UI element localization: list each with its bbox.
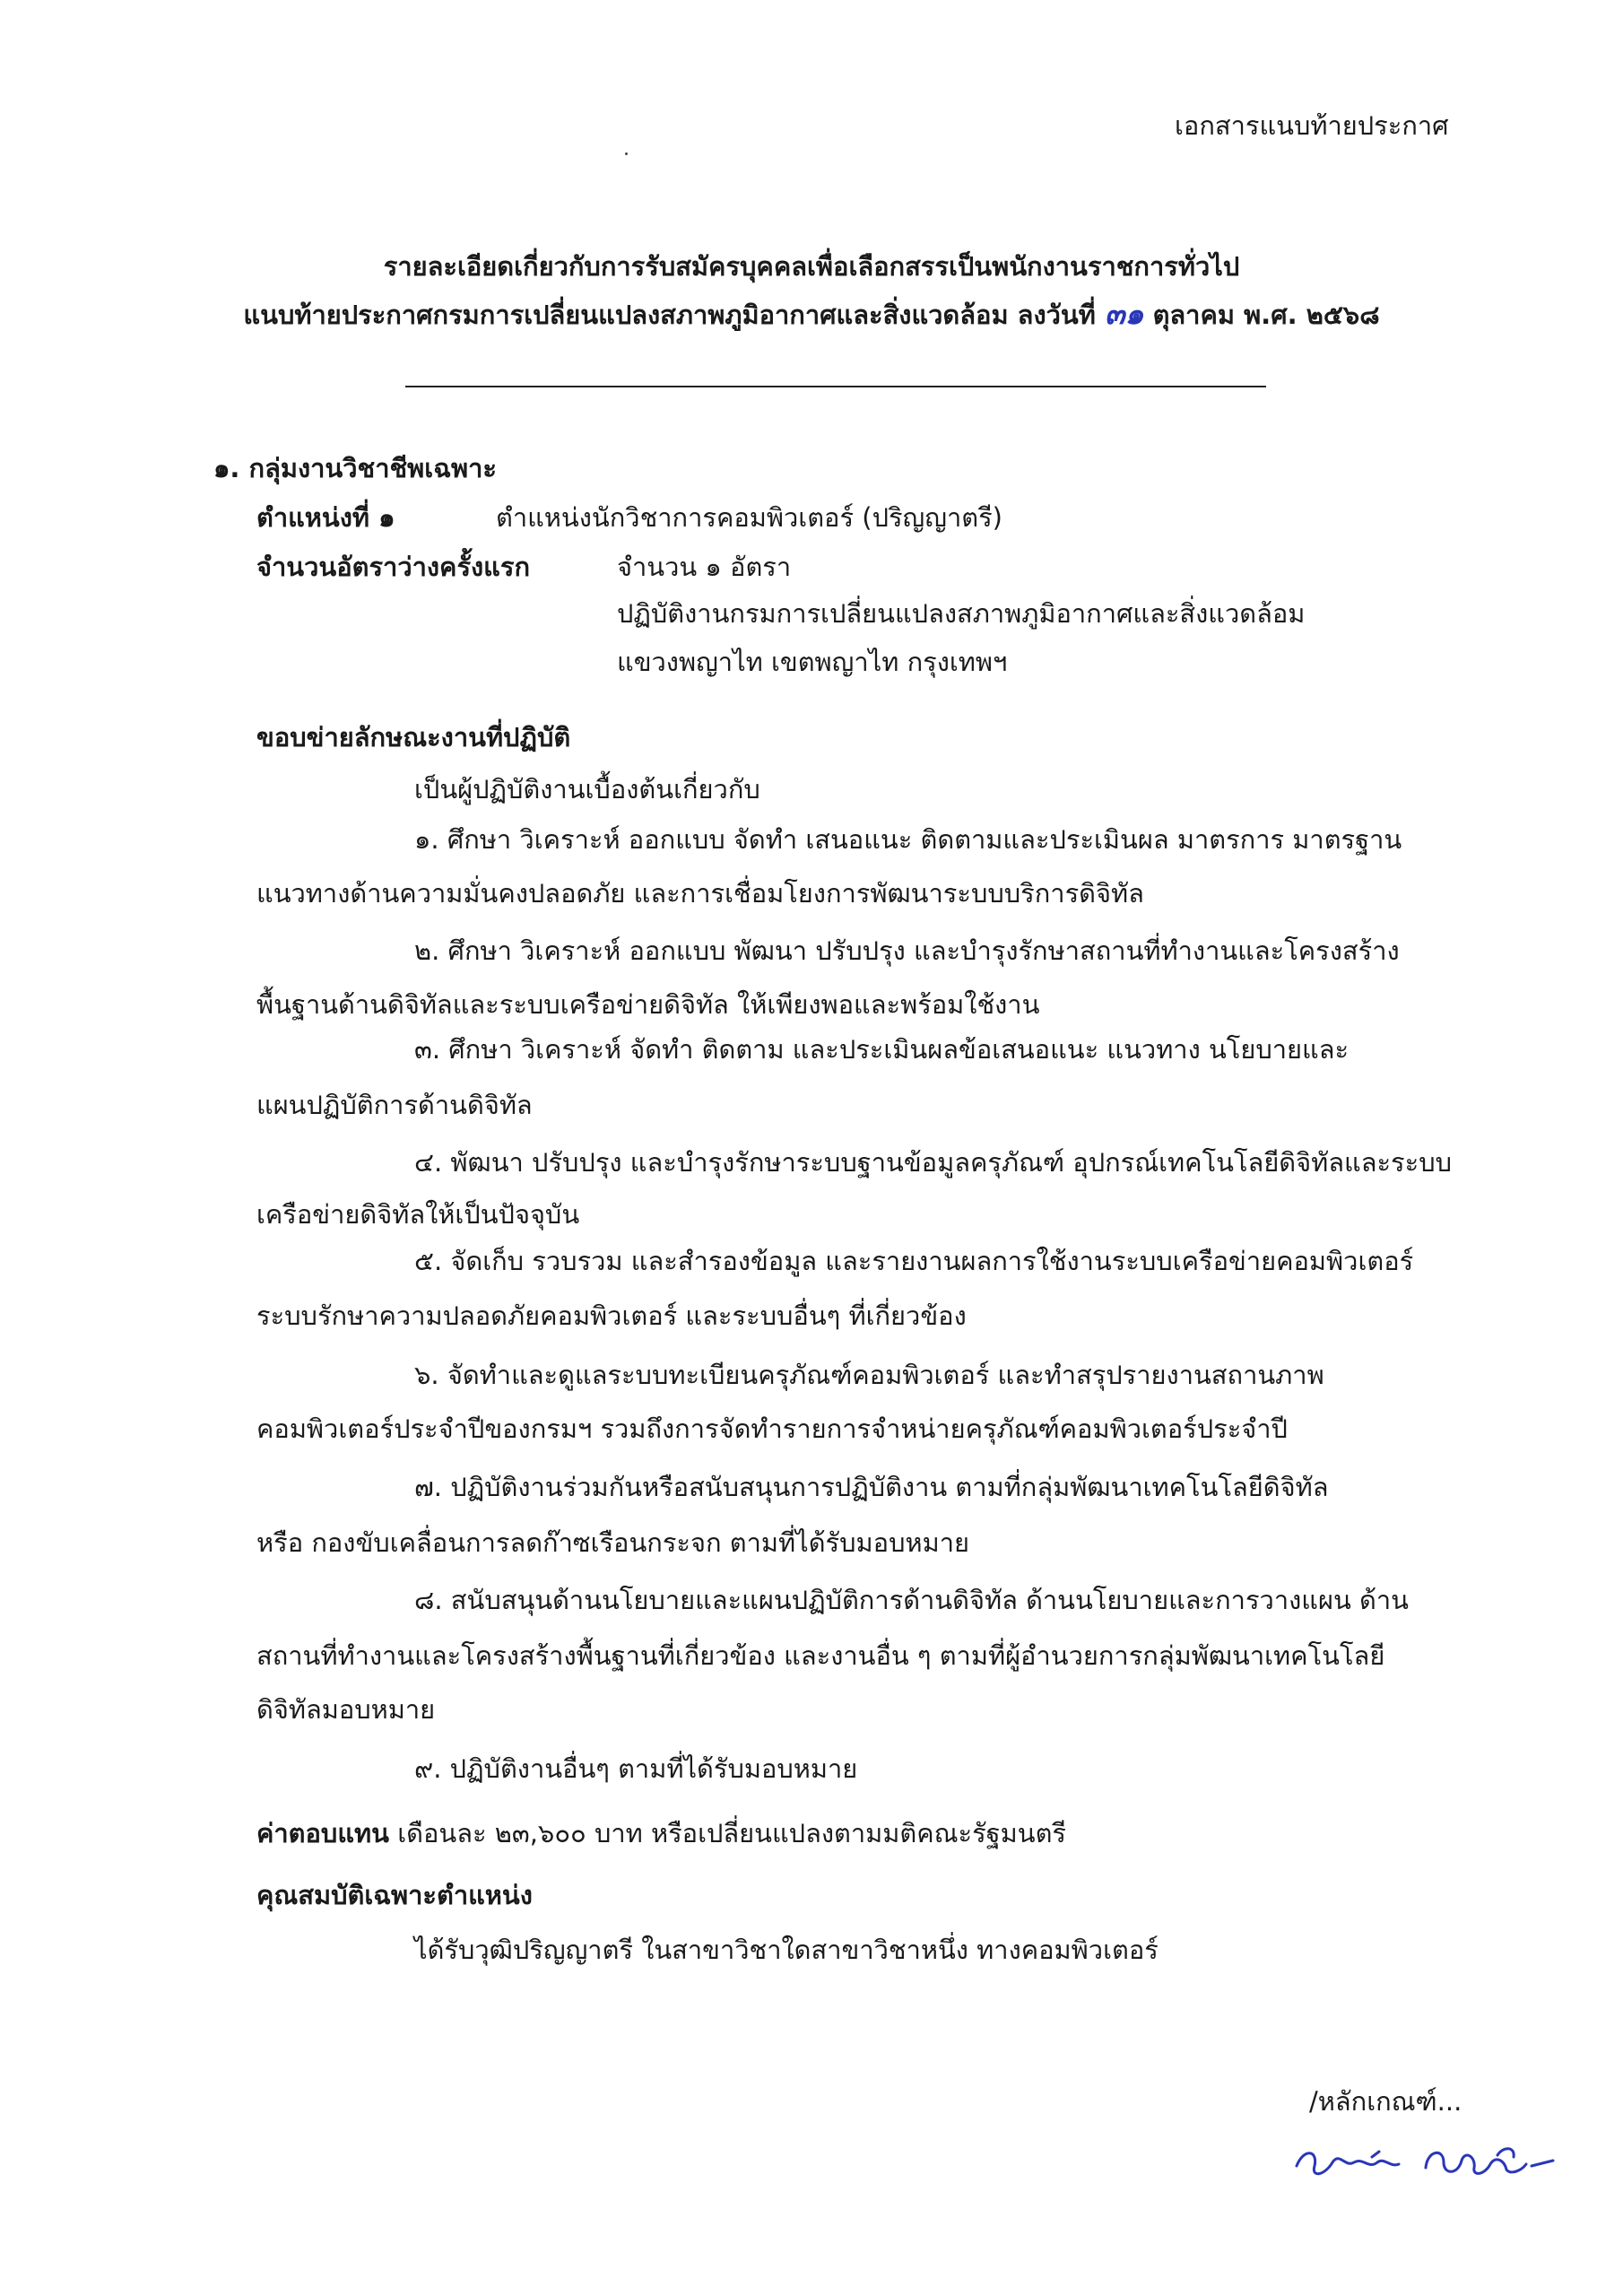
scope-item-5-line-2: ระบบรักษาความปลอดภัยคอมพิวเตอร์ และระบบอื่นๆ ที่เกี่ยวข้อง [256,1300,967,1331]
scope-item-1-line-2: แนวทางด้านความมั่นคงปลอดภัย และการเชื่อมโยงการพัฒนาระบบบริการดิจิทัล [256,878,1144,909]
vacancy-label: จำนวนอัตราว่างครั้งแรก [256,552,531,582]
vacancy-line: ปฏิบัติงานกรมการเปลี่ยนแปลงสภาพภูมิอากาศและสิ่งแวดล้อม [617,598,1306,629]
scope-item-8-line-3: ดิจิทัลมอบหมาย [256,1694,436,1725]
scope-item-3-line-2: แผนปฏิบัติการด้านดิจิทัล [256,1090,533,1120]
vacancy-line: แขวงพญาไท เขตพญาไท กรุงเทพฯ [617,647,1008,677]
scope-item-2-line-1: ๒. ศึกษา วิเคราะห์ ออกแบบ พัฒนา ปรับปรุง และบำรุงรักษาสถานที่ทำงานและโครงสร้าง [414,935,1400,966]
vacancy-line: จำนวน ๑ อัตรา [617,552,792,582]
scope-heading: ขอบข่ายลักษณะงานที่ปฏิบัติ [256,722,571,752]
scope-item-7-line-2: หรือ กองขับเคลื่อนการลดก๊าซเรือนกระจก ตามที่ได้รับมอบหมาย [256,1527,969,1558]
title-line-2-suffix: ตุลาคม พ.ศ. ๒๕๖๘ [1152,300,1380,330]
scope-item-8-line-1: ๘. สนับสนุนด้านนโยบายและแผนปฏิบัติการด้านดิจิทัล ด้านนโยบายและการวางแผน ด้าน [414,1585,1409,1615]
title-line-1: รายละเอียดเกี่ยวกับการรับสมัครบุคคลเพื่อเลือกสรรเป็นพนักงานราชการทั่วไป [383,251,1240,282]
qualification-text: ได้รับวุฒิปริญญาตรี ในสาขาวิชาใดสาขาวิชาหนึ่ง ทางคอมพิวเตอร์ [414,1935,1159,1965]
scope-intro: เป็นผู้ปฏิบัติงานเบื้องต้นเกี่ยวกับ [414,774,760,804]
compensation-value: เดือนละ ๒๓,๖๐๐ บาท หรือเปลี่ยนแปลงตามมติคณะรัฐมนตรี [397,1818,1067,1848]
scope-item-8-line-2: สถานที่ทำงานและโครงสร้างพื้นฐานที่เกี่ยวข้อง และงานอื่น ๆ ตามที่ผู้อำนวยการกลุ่มพัฒนาเทคโนโลยี [256,1640,1385,1671]
position-value: ตำแหน่งนักวิชาการคอมพิวเตอร์ (ปริญญาตรี) [496,502,1002,533]
qualification-heading: คุณสมบัติเฉพาะตำแหน่ง [256,1880,533,1910]
handwritten-day: ๓๑ [1104,296,1144,331]
scope-item-2-line-2: พื้นฐานด้านดิจิทัลและระบบเครือข่ายดิจิทัล ให้เพียงพอและพร้อมใช้งาน [256,989,1040,1020]
scope-item-7-line-1: ๗. ปฏิบัติงานร่วมกันหรือสนับสนุนการปฏิบัติงาน ตามที่กลุ่มพัฒนาเทคโนโลยีดิจิทัล [414,1472,1329,1502]
scope-item-3-line-1: ๓. ศึกษา วิเคราะห์ จัดทำ ติดตาม และประเมินผลข้อเสนอแนะ แนวทาง นโยบายและ [414,1034,1350,1065]
title-line-2-prefix: แนบท้ายประกาศกรมการเปลี่ยนแปลงสภาพภูมิอากาศและสิ่งแวดล้อม ลงวันที่ [243,300,1096,330]
title-line-2 [0,296,1623,333]
section-heading: ๑. กลุ่มงานวิชาชีพเฉพาะ [213,453,497,483]
scope-item-4-line-2: เครือข่ายดิจิทัลให้เป็นปัจจุบัน [256,1199,580,1230]
stray-dot [625,152,628,155]
signature-mark [1291,2130,1560,2193]
scope-item-9-line-1: ๙. ปฏิบัติงานอื่นๆ ตามที่ได้รับมอบหมาย [414,1753,858,1784]
compensation-label: ค่าตอบแทน [256,1818,389,1848]
document-label: เอกสารแนบท้ายประกาศ [1175,110,1449,141]
scope-item-6-line-1: ๖. จัดทำและดูแลระบบทะเบียนครุภัณฑ์คอมพิวเตอร์ และทำสรุปรายงานสถานภาพ [414,1360,1324,1390]
scope-item-6-line-2: คอมพิวเตอร์ประจำปีของกรมฯ รวมถึงการจัดทำรายการจำหน่ายครุภัณฑ์คอมพิวเตอร์ประจำปี [256,1413,1288,1444]
position-label: ตำแหน่งที่ ๑ [256,502,395,533]
scope-item-4-line-1: ๔. พัฒนา ปรับปรุง และบำรุงรักษาระบบฐานข้อมูลครุภัณฑ์ อุปกรณ์เทคโนโลยีดิจิทัลและระบบ [414,1147,1453,1178]
compensation-row [256,1815,1066,1851]
continuation-note: /หลักเกณฑ์... [1309,2086,1462,2117]
scope-item-5-line-1: ๕. จัดเก็บ รวบรวม และสำรองข้อมูล และรายงานผลการใช้งานระบบเครือข่ายคอมพิวเตอร์ [414,1246,1414,1276]
scope-item-1-line-1: ๑. ศึกษา วิเคราะห์ ออกแบบ จัดทำ เสนอแนะ ติดตามและประเมินผล มาตรการ มาตรฐาน [414,824,1402,855]
title-divider [405,386,1266,387]
